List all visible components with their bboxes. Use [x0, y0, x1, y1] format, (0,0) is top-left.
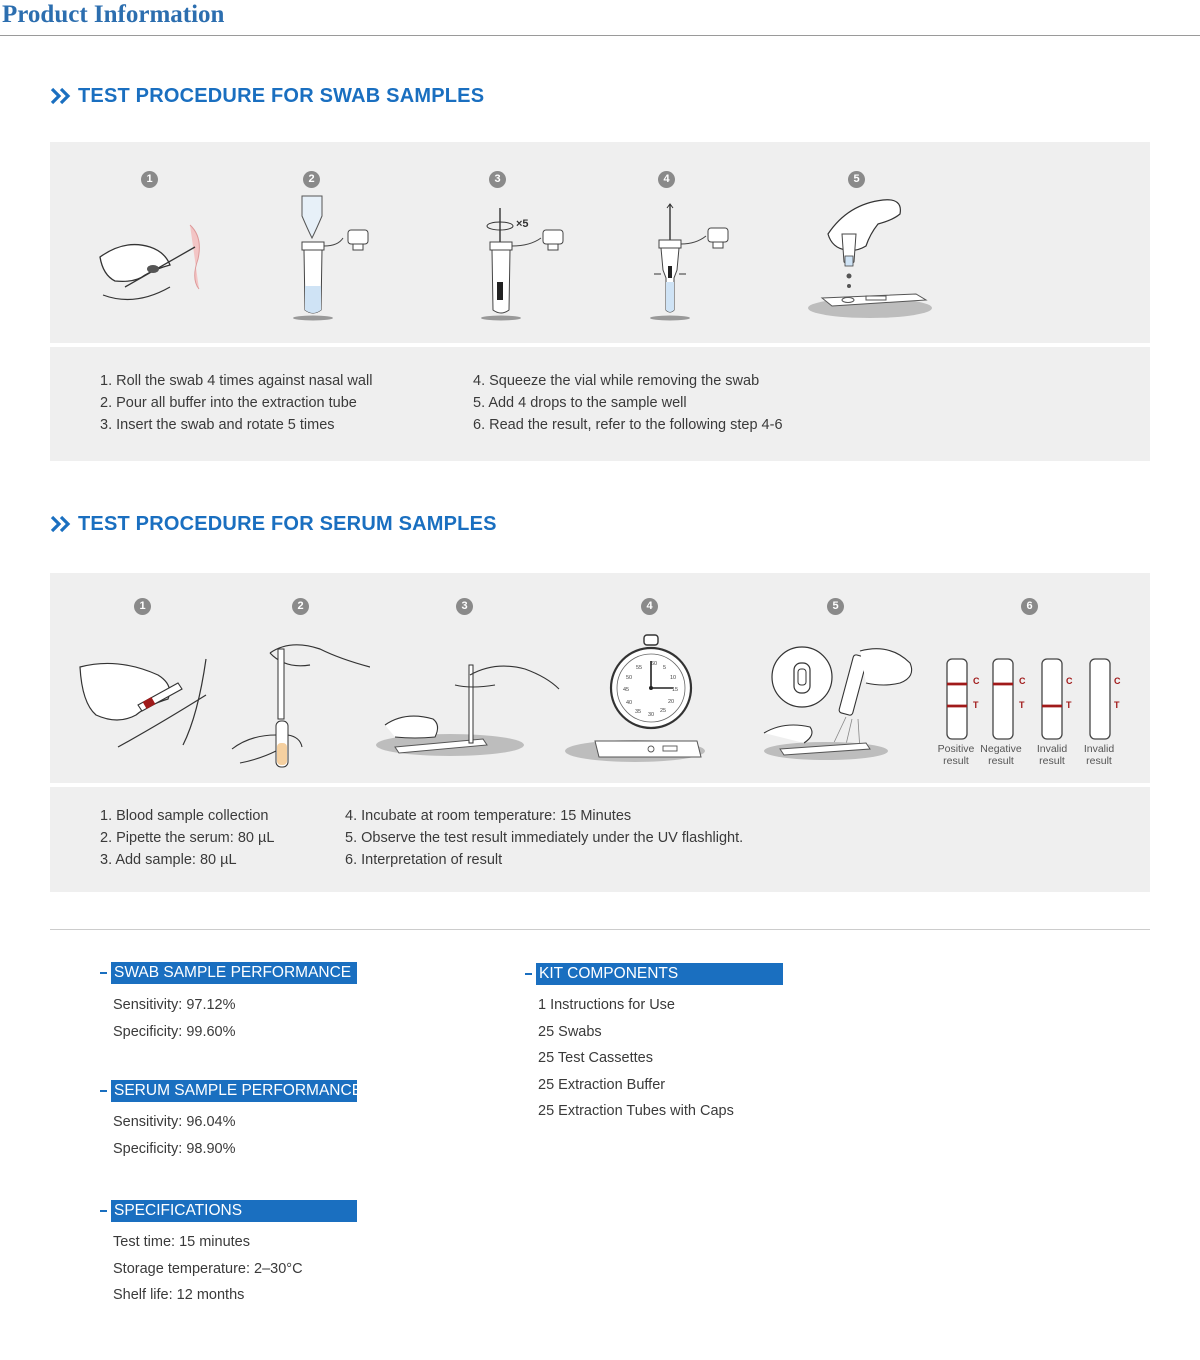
info-item: 25 Extraction Tubes with Caps	[538, 1103, 734, 1119]
kit-components-title: KIT COMPONENTS	[536, 963, 783, 985]
squeeze-vial-illustration	[646, 202, 756, 322]
label-dash	[525, 973, 532, 975]
result-label-line: result	[943, 755, 969, 767]
swab-step-text: 3. Insert the swab and rotate 5 times	[100, 417, 335, 433]
result-label-line: result	[1086, 755, 1112, 767]
info-item: 25 Extraction Buffer	[538, 1076, 666, 1093]
rotate-count-label: ×5	[516, 218, 529, 230]
serum-performance-title: SERUM SAMPLE PERFORMANCE	[111, 1080, 357, 1102]
swab-step-number: 4	[658, 171, 675, 188]
info-item: Sensitivity: 97.12%	[113, 997, 236, 1013]
serum-step-number: 2	[292, 598, 309, 615]
swab-step-text: 4. Squeeze the vial while removing the swab	[473, 373, 760, 389]
serum-step-text: 4. Incubate at room temperature: 15 Minutes	[345, 808, 632, 824]
double-chevron-icon	[50, 87, 72, 105]
serum-steps-right	[345, 805, 743, 871]
swab-performance-list	[113, 992, 236, 1045]
result-label-invalid	[1075, 743, 1123, 767]
info-item: 1 Instructions for Use	[538, 997, 675, 1013]
info-item: Specificity: 99.60%	[113, 1023, 236, 1040]
timer-mark: 45	[623, 687, 630, 693]
swab-steps-right	[473, 370, 783, 436]
serum-section-heading	[50, 510, 497, 538]
add-drops-illustration	[808, 194, 938, 324]
swab-step-text: 2. Pour all buffer into the extraction tube	[100, 395, 357, 411]
timer-mark: 15	[672, 687, 679, 693]
timer-mark: 40	[626, 700, 633, 706]
cassette-c-label: C	[1019, 676, 1026, 686]
pipette-serum-illustration	[230, 639, 370, 771]
serum-illustration-panel	[50, 573, 1150, 783]
blood-collection-illustration	[78, 655, 208, 750]
serum-step-text: 2. Pipette the serum: 80 µL	[100, 830, 275, 846]
swab-section-heading	[50, 82, 484, 110]
page-header	[0, 0, 1200, 36]
add-sample-illustration	[375, 655, 560, 760]
timer-mark: 60	[651, 661, 658, 667]
timer-mark: 55	[636, 665, 643, 671]
swab-heading-text: TEST PROCEDURE FOR SWAB SAMPLES	[78, 84, 485, 107]
info-item: Test time: 15 minutes	[113, 1234, 250, 1250]
label-dash	[100, 1210, 107, 1212]
specifications-title: SPECIFICATIONS	[111, 1200, 357, 1222]
rotate-swab-illustration	[475, 204, 585, 322]
result-label-line: Positive	[937, 743, 975, 755]
serum-step-number: 3	[456, 598, 473, 615]
serum-step-number: 1	[134, 598, 151, 615]
serum-step-number: 6	[1021, 598, 1038, 615]
timer-mark: 10	[670, 675, 677, 681]
info-item: Storage temperature: 2–30°C	[113, 1260, 303, 1277]
result-label-line: Negative	[980, 743, 1022, 755]
swab-performance-label	[100, 962, 357, 984]
timer-illustration	[565, 633, 705, 763]
info-item: Sensitivity: 96.04%	[113, 1114, 236, 1130]
info-item: Specificity: 98.90%	[113, 1140, 236, 1157]
result-label-line: Invalid	[1036, 743, 1068, 755]
swab-steps-panel	[50, 347, 1150, 461]
result-label-positive	[932, 743, 980, 767]
uv-observe-illustration	[760, 643, 920, 763]
swab-illustration-panel	[50, 142, 1150, 343]
result-label-invalid	[1028, 743, 1076, 767]
cassette-t-label: T	[1066, 700, 1072, 710]
timer-mark: 35	[635, 709, 642, 715]
kit-components-label	[525, 963, 783, 985]
swab-step-number: 3	[489, 171, 506, 188]
cassette-c-label: C	[1066, 676, 1073, 686]
section-divider	[50, 929, 1150, 930]
result-label-negative	[977, 743, 1025, 767]
timer-mark: 25	[660, 708, 667, 714]
serum-step-text: 6. Interpretation of result	[345, 852, 503, 868]
swab-performance-title: SWAB SAMPLE PERFORMANCE	[111, 962, 357, 984]
swab-step-text: 1. Roll the swab 4 times against nasal wall	[100, 373, 373, 389]
timer-mark: 30	[648, 712, 655, 718]
serum-step-text: 3. Add sample: 80 µL	[100, 852, 237, 868]
kit-components-list	[538, 992, 734, 1125]
cassette-t-label: T	[1114, 700, 1120, 710]
result-label-line: Invalid	[1083, 743, 1115, 755]
specifications-list	[113, 1229, 303, 1309]
swab-step-number: 2	[303, 171, 320, 188]
cassette-c-label: C	[1114, 676, 1121, 686]
cassette-c-label: C	[973, 676, 980, 686]
info-item: 25 Test Cassettes	[538, 1050, 653, 1066]
serum-steps-left	[100, 805, 274, 871]
serum-performance-list	[113, 1109, 236, 1162]
timer-mark: 5	[663, 665, 667, 671]
page-title: Product Information	[2, 1, 225, 28]
label-dash	[100, 1090, 107, 1092]
serum-step-text: 5. Observe the test result immediately under the UV flashlight.	[345, 830, 744, 846]
double-chevron-icon	[50, 515, 72, 533]
timer-mark: 50	[626, 675, 633, 681]
swab-step-text: 5. Add 4 drops to the sample well	[473, 395, 687, 411]
specifications-label	[100, 1200, 357, 1222]
info-item: 25 Swabs	[538, 1023, 602, 1040]
serum-heading-text: TEST PROCEDURE FOR SERUM SAMPLES	[78, 512, 497, 535]
serum-steps-panel	[50, 787, 1150, 892]
swab-steps-left	[100, 370, 372, 436]
timer-mark: 20	[668, 699, 675, 705]
label-dash	[100, 972, 107, 974]
serum-performance-label	[100, 1080, 363, 1102]
serum-step-number: 4	[641, 598, 658, 615]
serum-step-text: 1. Blood sample collection	[100, 808, 269, 824]
serum-step-number: 5	[827, 598, 844, 615]
swab-step-number: 5	[848, 171, 865, 188]
info-item: Shelf life: 12 months	[113, 1287, 245, 1303]
cassette-t-label: T	[973, 700, 979, 710]
swab-step-number: 1	[141, 171, 158, 188]
swab-step-text: 6. Read the result, refer to the following step 4-6	[473, 417, 783, 433]
result-label-line: result	[1039, 755, 1065, 767]
nasal-swab-illustration	[95, 217, 210, 312]
buffer-tube-illustration	[288, 194, 388, 322]
result-label-line: result	[988, 755, 1014, 767]
cassette-t-label: T	[1019, 700, 1025, 710]
